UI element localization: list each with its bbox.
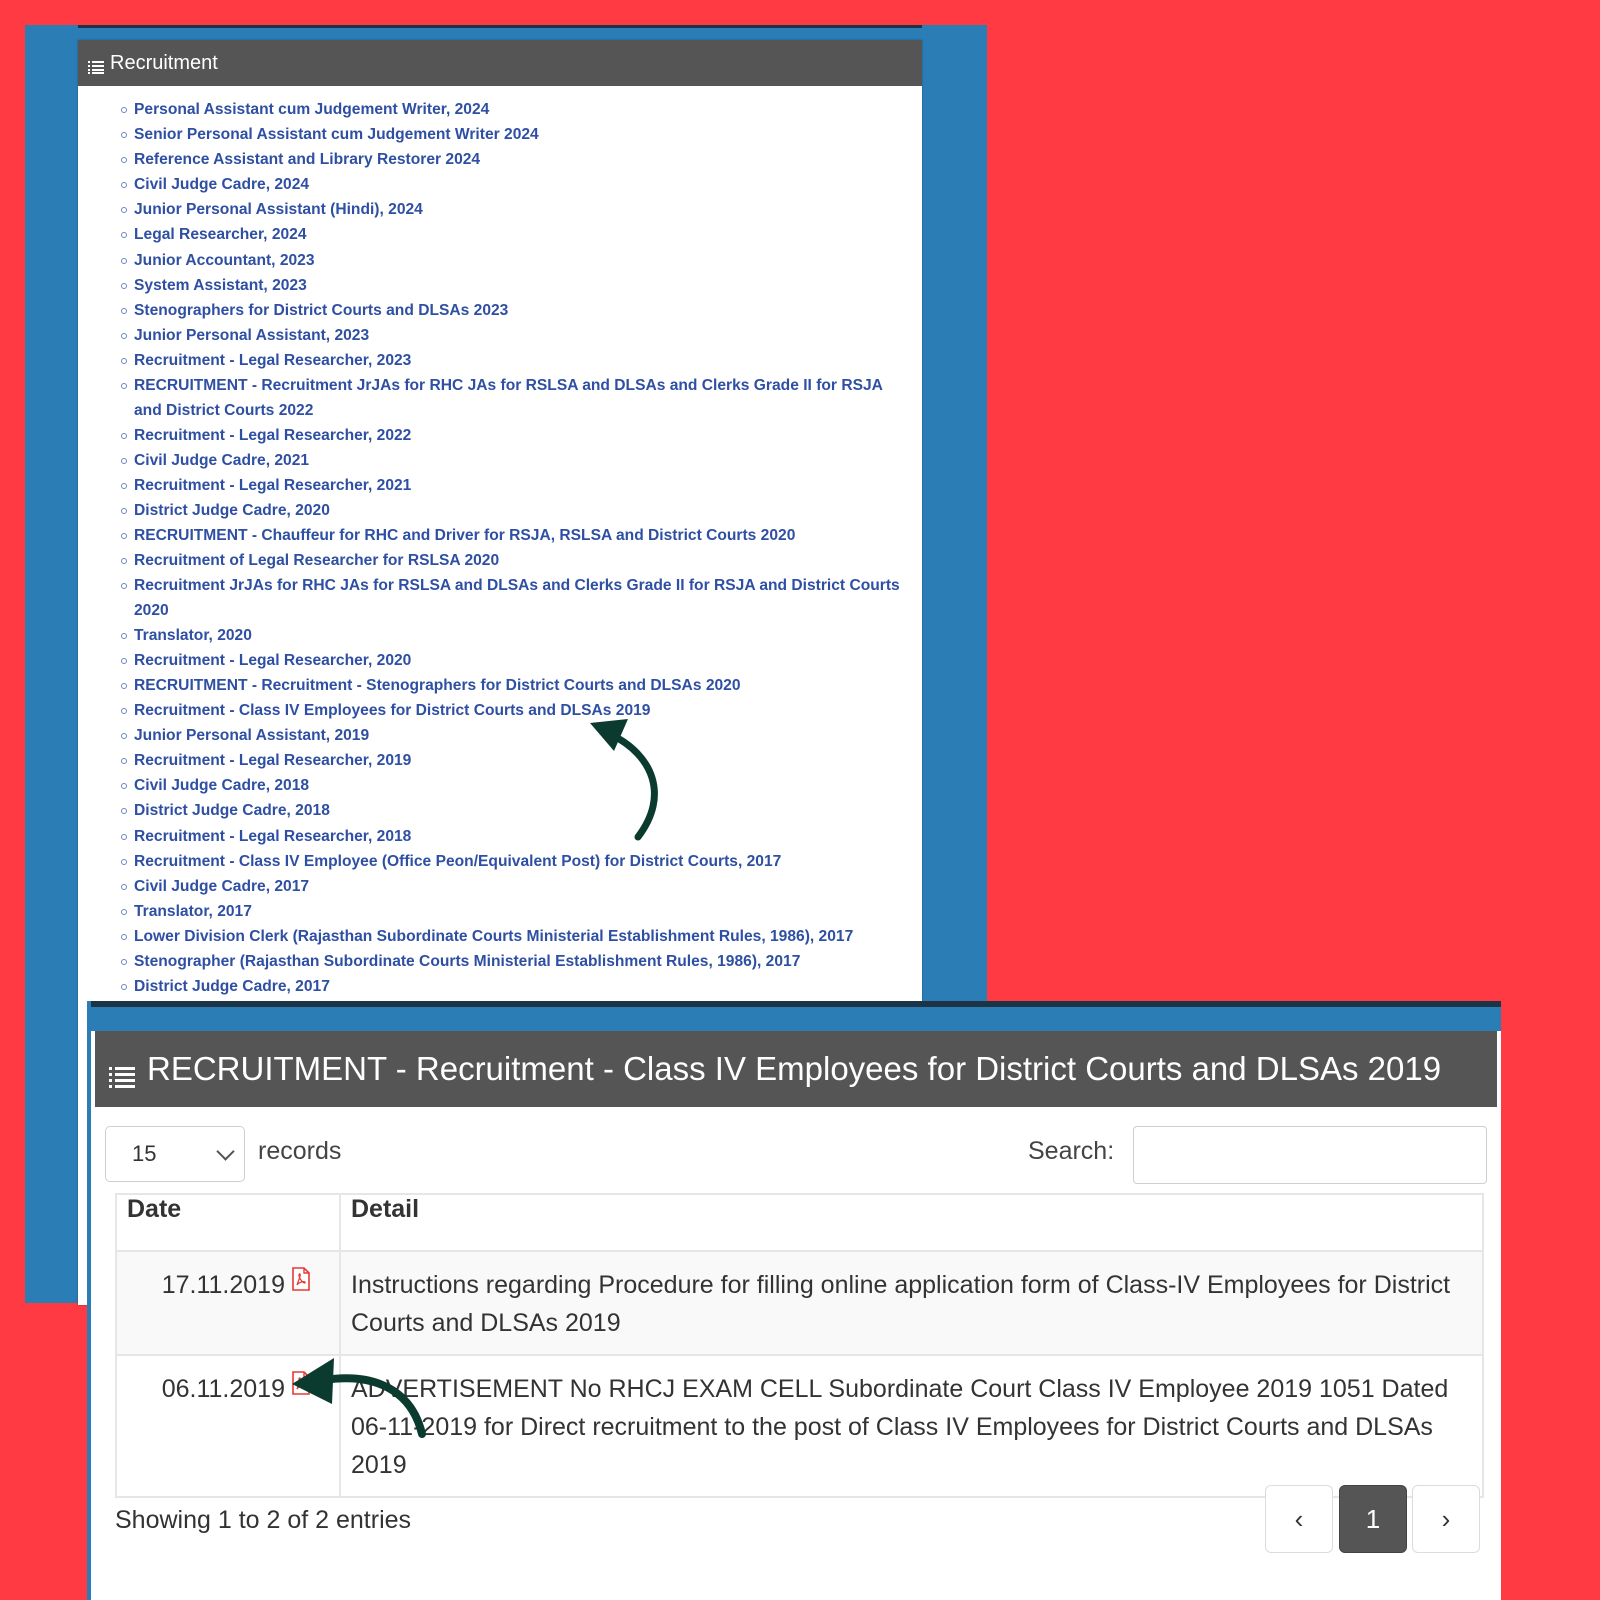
table-controls: [105, 1126, 1485, 1186]
search-input[interactable]: [1133, 1126, 1487, 1184]
recruitment-link[interactable]: Recruitment - Legal Researcher, 2022: [134, 426, 412, 444]
list-item: [78, 324, 922, 349]
recruitment-link[interactable]: Recruitment JrJAs for RHC JAs for RSLSA and DLSAs and Clerks Grade II for RSJA and District Courts 2020: [134, 577, 900, 619]
recruitment-link[interactable]: Stenographer (Rajasthan Subordinate Courts Ministerial Establishment Rules, 1986), 2017: [134, 953, 801, 970]
list-item: [78, 474, 922, 499]
detail-column-header[interactable]: Detail: [340, 1194, 1483, 1251]
list-item: [78, 98, 922, 123]
list-item: [78, 975, 922, 1000]
list-item: [78, 574, 922, 623]
list-item: [78, 274, 922, 299]
list-item: [78, 649, 922, 674]
list-item: [78, 774, 922, 799]
detail-panel-header: [95, 1031, 1497, 1107]
list-item: [78, 724, 922, 749]
list-item: [78, 249, 922, 274]
list-item: [78, 674, 922, 699]
recruitment-panel-header: [78, 40, 922, 86]
detail-screenshot-frame: [87, 1001, 1501, 1600]
list-item: [78, 148, 922, 173]
recruitment-link[interactable]: Civil Judge Cadre, 2018: [134, 777, 310, 795]
list-item: [78, 449, 922, 474]
detail-frame-band: [91, 1007, 1501, 1031]
date-cell: [116, 1251, 340, 1355]
detail-cell[interactable]: Instructions regarding Procedure for filling online application form of Class-IV Employees for District Courts and DLSAs 2019: [340, 1251, 1483, 1355]
list-item: [78, 349, 922, 374]
recruitment-link[interactable]: Recruitment of Legal Researcher for RSLSA 2020: [134, 552, 500, 570]
list-item: [78, 900, 922, 925]
list-item: [78, 950, 922, 975]
list-item: [78, 374, 922, 423]
list-item: [78, 749, 922, 774]
date-cell: [116, 1355, 340, 1497]
list-item: [78, 799, 922, 824]
table-info: Showing 1 to 2 of 2 entries: [115, 1506, 412, 1534]
list-item: [78, 825, 922, 850]
recruitment-link[interactable]: Junior Accountant, 2023: [134, 251, 315, 269]
recruitment-link[interactable]: Recruitment - Class IV Employees for District Courts and DLSAs 2019: [134, 702, 651, 720]
recruitment-link[interactable]: Recruitment - Class IV Employee (Office Peon/Equivalent Post) for District Courts, 2017: [134, 852, 782, 870]
recruitment-link[interactable]: Junior Personal Assistant, 2019: [134, 727, 370, 745]
pdf-icon[interactable]: [291, 1264, 311, 1302]
table-row: [116, 1251, 1483, 1355]
list-item: [78, 699, 922, 724]
recruitment-table: [115, 1193, 1484, 1498]
list-item: [78, 624, 922, 649]
list-item: [78, 524, 922, 549]
recruitment-link[interactable]: Recruitment - Legal Researcher, 2019: [134, 752, 412, 770]
list-item: [78, 198, 922, 223]
recruitment-link[interactable]: Personal Assistant cum Judgement Writer, 2024: [134, 101, 490, 118]
list-item: [78, 549, 922, 574]
recruitment-link[interactable]: System Assistant, 2023: [134, 276, 307, 294]
recruitment-link[interactable]: Recruitment - Legal Researcher, 2023: [134, 351, 412, 369]
page-size-select[interactable]: [105, 1126, 245, 1182]
recruitment-link[interactable]: Junior Personal Assistant (Hindi), 2024: [134, 201, 423, 219]
list-icon: [109, 1058, 135, 1080]
recruitment-link[interactable]: District Judge Cadre, 2018: [134, 802, 330, 820]
page-size-value: 15: [132, 1141, 157, 1166]
list-item: [78, 223, 922, 248]
search-label: Search:: [1028, 1137, 1115, 1165]
date-text: 06.11.2019: [161, 1375, 285, 1403]
recruitment-link[interactable]: Translator, 2017: [134, 902, 252, 920]
next-page-button[interactable]: ›: [1412, 1485, 1480, 1553]
recruitment-link[interactable]: RECRUITMENT - Recruitment JrJAs for RHC JAs for RSLSA and DLSAs and Clerks Grade II for RSJA and District Courts 2022: [134, 377, 883, 419]
list-item: [78, 925, 922, 950]
recruitment-link[interactable]: Civil Judge Cadre, 2024: [134, 176, 310, 194]
recruitment-link[interactable]: District Judge Cadre, 2020: [134, 501, 330, 519]
list-item: [78, 875, 922, 900]
list-icon: [88, 57, 104, 70]
list-item: [78, 173, 922, 198]
recruitment-link[interactable]: RECRUITMENT - Recruitment - Stenographers for District Courts and DLSAs 2020: [134, 676, 741, 694]
list-item: [78, 123, 922, 148]
recruitment-panel-title: Recruitment: [110, 51, 218, 74]
recruitment-link[interactable]: RECRUITMENT - Chauffeur for RHC and Driver for RSJA, RSLSA and District Courts 2020: [134, 527, 796, 544]
table-row: [116, 1355, 1483, 1497]
recruitment-link[interactable]: Junior Personal Assistant, 2023: [134, 326, 370, 344]
list-item: [78, 299, 922, 324]
list-item: [78, 424, 922, 449]
date-column-header[interactable]: Date: [116, 1194, 340, 1251]
recruitment-link[interactable]: Civil Judge Cadre, 2017: [134, 877, 310, 895]
list-item: [78, 850, 922, 875]
top-frame-line: [78, 25, 922, 28]
recruitment-link[interactable]: Civil Judge Cadre, 2021: [134, 451, 310, 469]
recruitment-list: [78, 86, 922, 1000]
page-1-button[interactable]: 1: [1339, 1485, 1407, 1553]
recruitment-link[interactable]: Legal Researcher, 2024: [134, 226, 307, 244]
recruitment-link[interactable]: Lower Division Clerk (Rajasthan Subordinate Courts Ministerial Establishment Rules, 1986), 2017: [134, 927, 854, 945]
recruitment-link[interactable]: Stenographers for District Courts and DLSAs 2023: [134, 301, 509, 319]
table-header-row: [116, 1194, 1483, 1251]
recruitment-link[interactable]: District Judge Cadre, 2017: [134, 978, 330, 996]
recruitment-link[interactable]: Senior Personal Assistant cum Judgement Writer 2024: [134, 126, 539, 144]
recruitment-link[interactable]: Recruitment - Legal Researcher, 2021: [134, 476, 412, 494]
detail-panel-title: RECRUITMENT - Recruitment - Class IV Employees for District Courts and DLSAs 2019: [147, 1050, 1442, 1087]
date-text: 17.11.2019: [161, 1271, 285, 1299]
pdf-icon[interactable]: [291, 1368, 311, 1406]
previous-page-button[interactable]: ‹: [1265, 1485, 1333, 1553]
detail-cell[interactable]: ADVERTISEMENT No RHCJ EXAM CELL Subordinate Court Class IV Employee 2019 1051 Dated 06-11-2019 for Direct recruitment to the post of Class IV Employees for District Courts and DLSAs 2019: [340, 1355, 1483, 1497]
recruitment-link[interactable]: Translator, 2020: [134, 626, 252, 644]
list-item: [78, 499, 922, 524]
records-label: records: [258, 1137, 342, 1165]
recruitment-link[interactable]: Recruitment - Legal Researcher, 2020: [134, 651, 412, 669]
recruitment-link[interactable]: Recruitment - Legal Researcher, 2018: [134, 827, 412, 845]
recruitment-link[interactable]: Reference Assistant and Library Restorer 2024: [134, 151, 481, 169]
chevron-down-icon: [216, 1142, 234, 1160]
